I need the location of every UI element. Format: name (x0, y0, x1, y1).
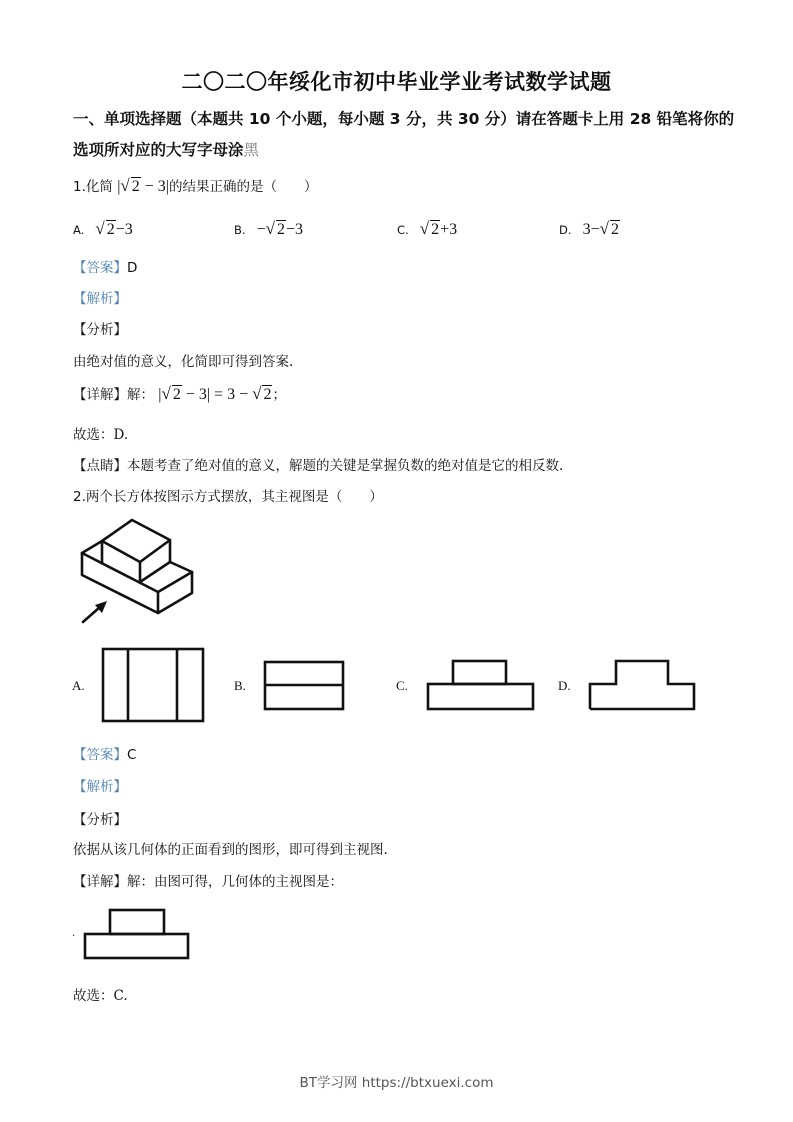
q1-comment: 【点睛】本题考查了绝对值的意义，解题的关键是掌握负数的绝对值是它的相反数. (73, 458, 564, 474)
q1-answer: 【答案】D (73, 260, 138, 276)
q1-choose: 故选：D. (73, 427, 129, 443)
answer-front-view-shape (85, 910, 188, 958)
question-1-stem: 1.化简 |√ 2 − 3|的结果正确的是（ ） (73, 176, 318, 195)
q2-fenxi-label: 【分析】 (73, 812, 127, 828)
option-c-shape (428, 661, 533, 709)
stem-expression: |√ 2 − 3| (117, 176, 169, 195)
question-2-stem: 2.两个长方体按图示方式摆放，其主视图是（ ） (73, 489, 383, 505)
q1-option-d: D. 3−√ 2 (559, 219, 619, 238)
footer-watermark: BT学习网 https://btxuexi.com (299, 1075, 494, 1091)
q1-fenxi-label: 【分析】 (73, 322, 127, 338)
section-heading-line1: 一、单项选择题（本题共 10 个小题，每小题 3 分，共 30 分）请在答题卡上用 28 铅笔将你的 (73, 110, 735, 128)
isometric-cuboids-figure (82, 520, 192, 613)
q1-option-c: C. √ 2+3 (397, 219, 458, 238)
q2-option-d-label: D. (558, 678, 571, 693)
option-b-shape (265, 662, 343, 709)
page-title: 二〇二〇年绥化市初中毕业学业考试数学试题 (181, 70, 612, 94)
view-direction-arrow-icon (83, 601, 107, 622)
q2-detail-dot: . (72, 928, 76, 939)
q2-option-a-label: A. (72, 678, 85, 693)
option-a-shape (103, 649, 203, 721)
q2-analysis-label: 【解析】 (73, 779, 127, 795)
q2-option-c-label: C. (396, 678, 408, 693)
section-heading-line2: 选项所对应的大写字母涂黑 (73, 141, 260, 159)
q1-detail: 【详解】解： |√ 2 − 3| = 3 − √ 2； (73, 384, 286, 403)
q2-answer: 【答案】C (73, 747, 137, 763)
q2-detail: 【详解】解：由图可得，几何体的主视图是： (73, 874, 343, 890)
q1-option-b: B. −√ 2−3 (234, 219, 304, 238)
q1-analysis-label: 【解析】 (73, 291, 127, 307)
q2-fenxi-text: 依据从该几何体的正面看到的图形，即可得到主视图. (73, 842, 388, 858)
q2-option-b-label: B. (234, 678, 246, 693)
option-d-shape (590, 661, 694, 709)
q1-option-a: A. √ 2−3 (73, 219, 133, 238)
q2-choose: 故选：C. (73, 988, 128, 1004)
q1-fenxi-text: 由绝对值的意义，化简即可得到答案. (73, 354, 294, 370)
